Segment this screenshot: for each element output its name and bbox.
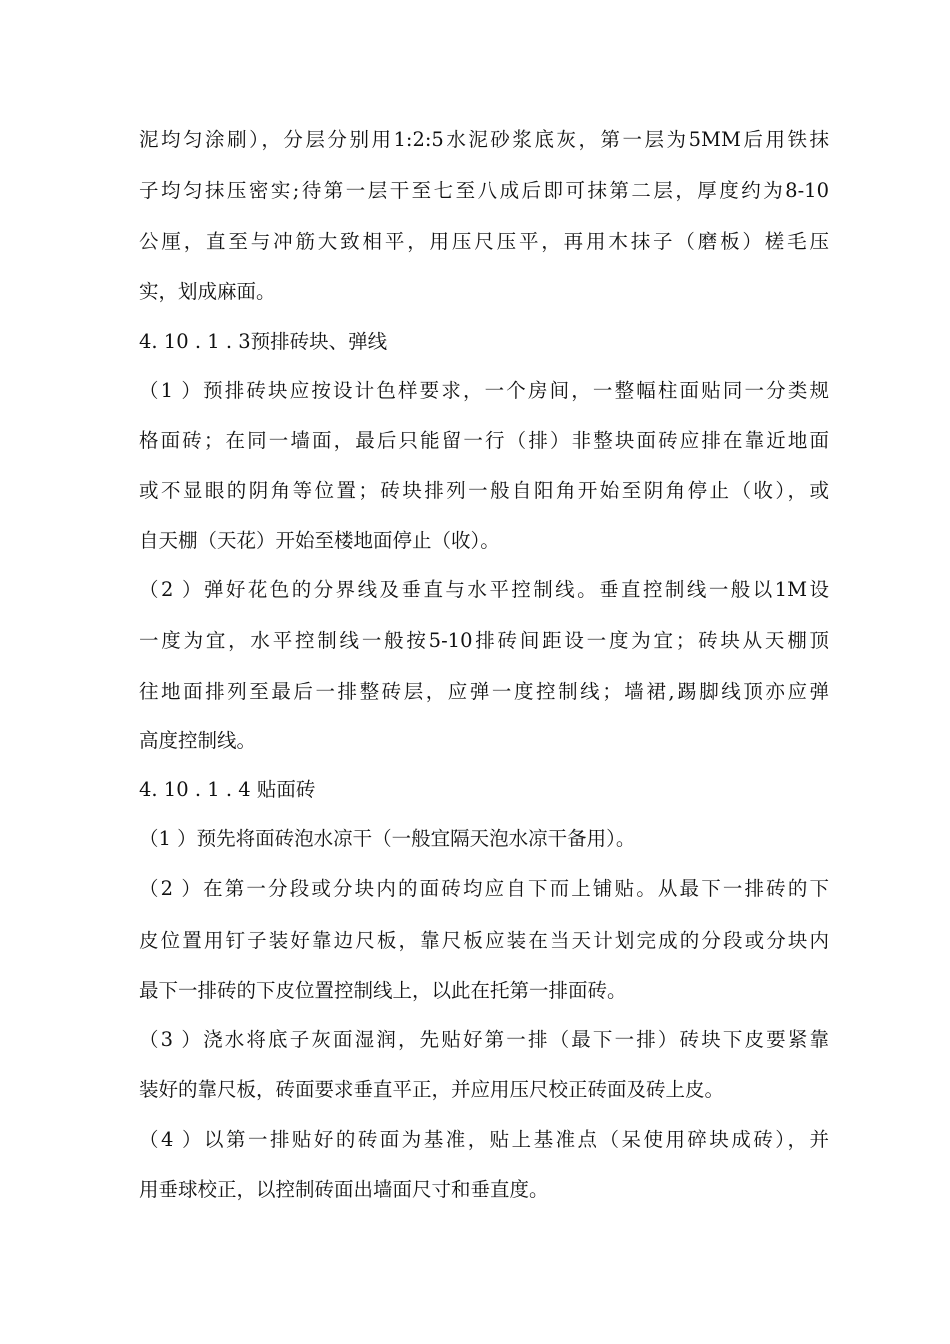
paragraph-line: 子均匀抹压密实;待第一层干至七至八成后即可抹第二层，厚度约为8-10 (139, 179, 829, 202)
paragraph-line: （3 ）浇水将底子灰面湿润，先贴好第一排（最下一排）砖块下皮要紧靠 (139, 1028, 829, 1051)
paragraph-line: 皮位置用钉子装好靠边尺板，靠尺板应装在当天计划完成的分段或分块内 (139, 929, 829, 952)
paragraph-line: 用垂球校正，以控制砖面出墙面尺寸和垂直度。 (139, 1178, 549, 1201)
paragraph-line: 实，划成麻面。 (139, 280, 276, 303)
paragraph-line: 往地面排列至最后一排整砖层，应弹一度控制线；墙裙,踢脚线顶亦应弹 (139, 680, 829, 703)
section-heading: 4. 10 . 1 . 3预排砖块、弹线 (139, 330, 388, 353)
paragraph-line: 装好的靠尺板，砖面要求垂直平正，并应用压尺校正砖面及砖上皮。 (139, 1078, 725, 1101)
paragraph-line: 格面砖；在同一墙面，最后只能留一行（排）非整块面砖应排在靠近地面 (139, 429, 829, 452)
section-heading: 4. 10 . 1 . 4 贴面砖 (139, 778, 316, 801)
paragraph-line: 最下一排砖的下皮位置控制线上，以此在托第一排面砖。 (139, 979, 627, 1002)
paragraph-line: 公厘，直至与冲筋大致相平，用压尺压平，再用木抹子（磨板）槎毛压 (139, 230, 829, 253)
paragraph-line: 高度控制线。 (139, 729, 257, 752)
paragraph-line: （2 ）弹好花色的分界线及垂直与水平控制线。垂直控制线一般以1M设 (139, 578, 829, 601)
paragraph-line: （1 ）预先将面砖泡水凉干（一般宜隔天泡水凉干备用）。 (139, 827, 636, 850)
paragraph-line: （1 ）预排砖块应按设计色样要求，一个房间，一整幅柱面贴同一分类规 (139, 379, 829, 402)
paragraph-line: 或不显眼的阴角等位置；砖块排列一般自阳角开始至阴角停止（收），或 (139, 479, 829, 502)
paragraph-line: 自天棚（天花）开始至楼地面停止（收）。 (139, 529, 500, 552)
paragraph-line: 一度为宜，水平控制线一般按5-10排砖间距设一度为宜；砖块从天棚顶 (139, 629, 829, 652)
paragraph-line: （2 ）在第一分段或分块内的面砖均应自下而上铺贴。从最下一排砖的下 (139, 877, 829, 900)
paragraph-line: 泥均匀涂刷），分层分别用1:2:5水泥砂浆底灰，第一层为5MM后用铁抹 (139, 128, 829, 151)
paragraph-line: （4 ）以第一排贴好的砖面为基准，贴上基准点（呆使用碎块成砖），并 (139, 1128, 829, 1151)
